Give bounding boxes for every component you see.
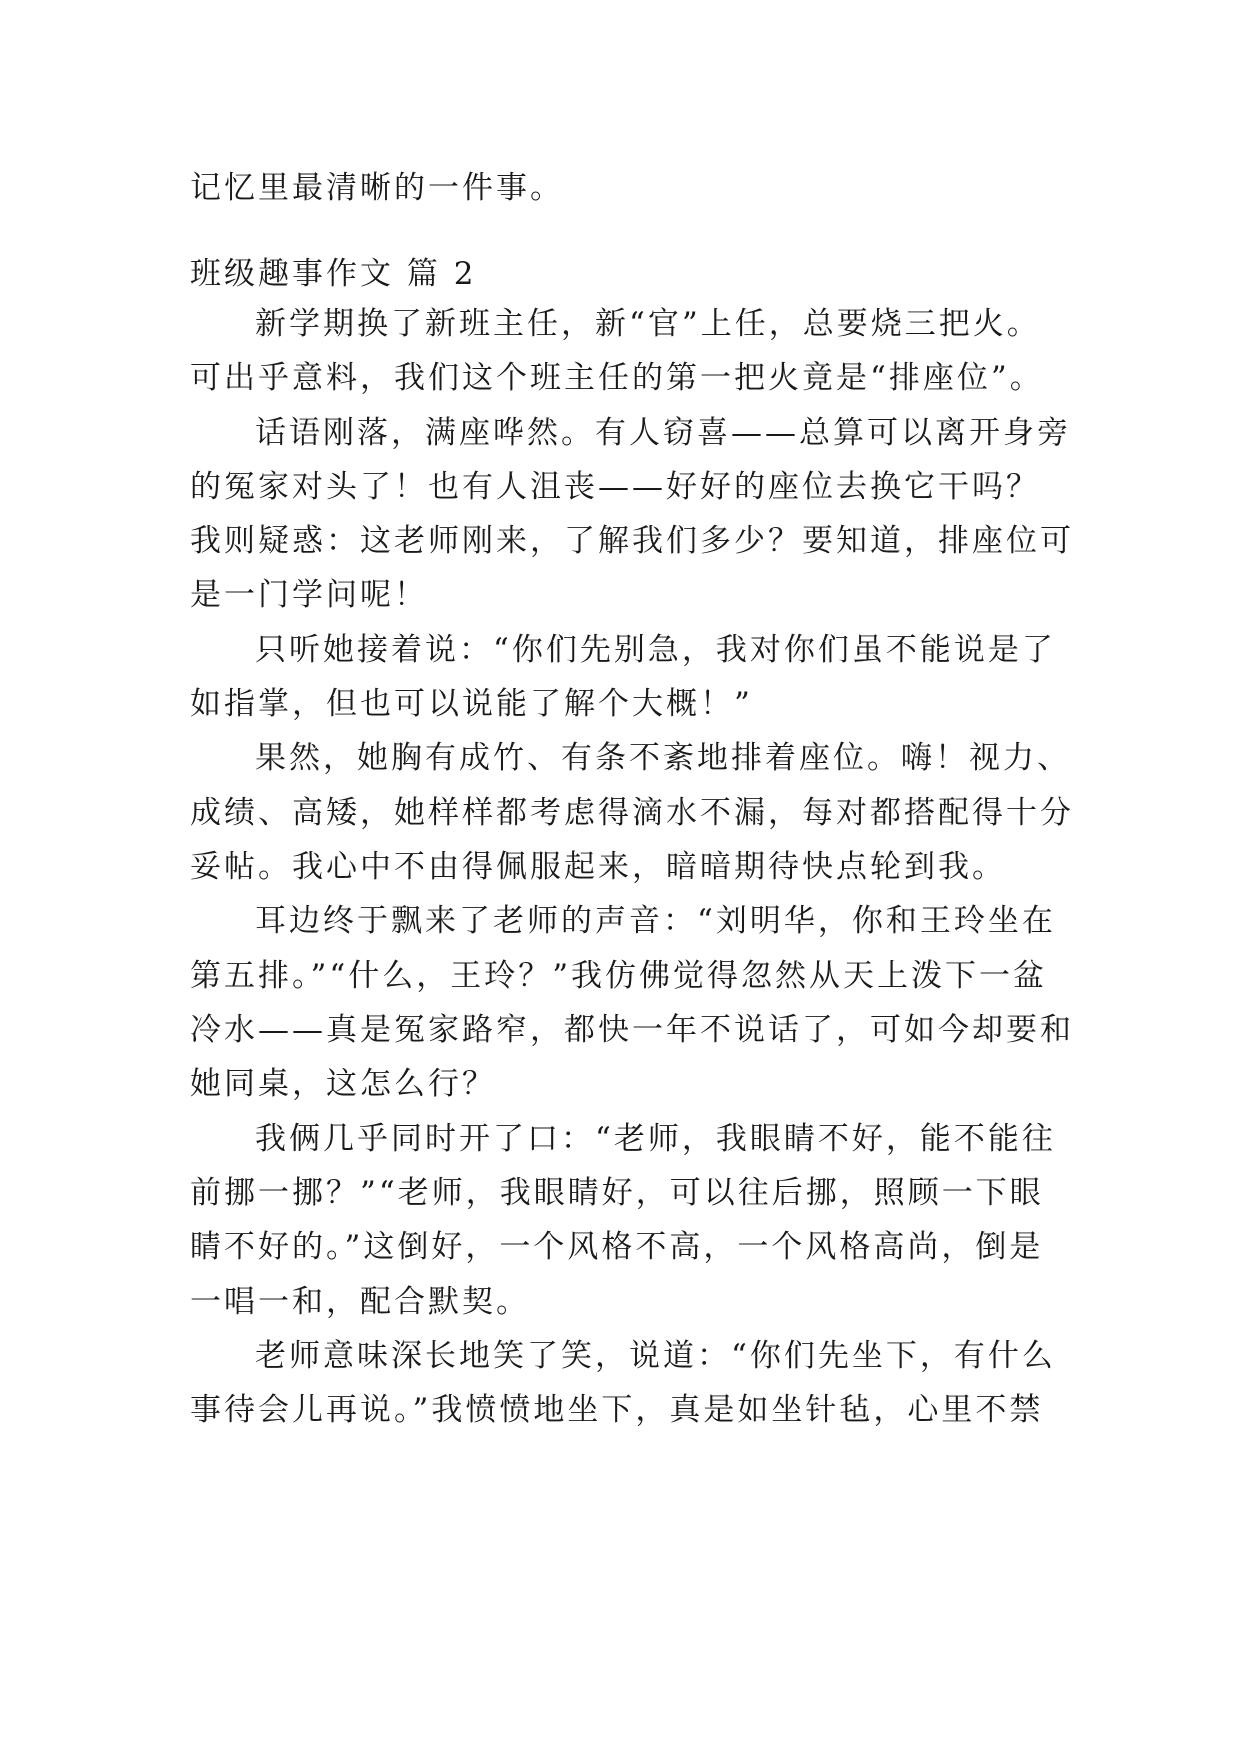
paragraph-line: 新学期换了新班主任，新“官”上任，总要烧三把火。 [255,306,1041,342]
paragraph-line: 睛不好的。”这倒好，一个风格不高，一个风格高尚，倒是 [190,1229,1044,1265]
paragraph-line: 妥帖。我心中不由得佩服起来，暗暗期待快点轮到我。 [190,849,1006,885]
paragraph-line: 老师意味深长地笑了笑，说道：“你们先坐下，有什么 [255,1338,1056,1374]
paragraph-line: 一唱一和，配合默契。 [190,1284,530,1320]
paragraph-line: 的冤家对头了！也有人沮丧——好好的座位去换它干吗？ [190,469,1040,505]
paragraph-line: 是一门学问呢！ [190,577,428,613]
paragraph-line: 如指掌，但也可以说能了解个大概！” [190,686,753,722]
section-title: 班级趣事作文 篇 2 [190,256,477,292]
paragraph-line: 她同桌，这怎么行？ [190,1066,496,1102]
paragraph-line: 成绩、高矮，她样样都考虑得滴水不漏，每对都搭配得十分 [190,795,1074,831]
paragraph-line: 第五排。”“什么，王玲？”我仿佛觉得忽然从天上泼下一盆 [190,958,1048,994]
paragraph-line: 果然，她胸有成竹、有条不紊地排着座位。嗨！视力、 [255,740,1071,776]
paragraph-line: 耳边终于飘来了老师的声音：“刘明华，你和王玲坐在 [255,903,1056,939]
paragraph-line: 冷水——真是冤家路窄，都快一年不说话了，可如今却要和 [190,1012,1074,1048]
paragraph-line: 我俩几乎同时开了口：“老师，我眼睛不好，能不能往 [255,1121,1056,1157]
paragraph-line: 前挪一挪？”“老师，我眼睛好，可以往后挪，照顾一下眼 [190,1175,1044,1211]
paragraph-line: 话语刚落，满座哗然。有人窃喜——总算可以离开身旁 [255,415,1071,451]
paragraph-line: 只听她接着说：“你们先别急，我对你们虽不能说是了 [255,632,1056,668]
paragraph-line: 我则疑惑：这老师刚来，了解我们多少？要知道，排座位可 [190,523,1074,559]
paragraph-line: 事待会儿再说。”我愤愤地坐下，真是如坐针毡，心里不禁 [190,1392,1044,1428]
paragraph-line: 可出乎意料，我们这个班主任的第一把火竟是“排座位”。 [190,360,1044,396]
lead-line: 记忆里最清晰的一件事。 [190,170,564,206]
